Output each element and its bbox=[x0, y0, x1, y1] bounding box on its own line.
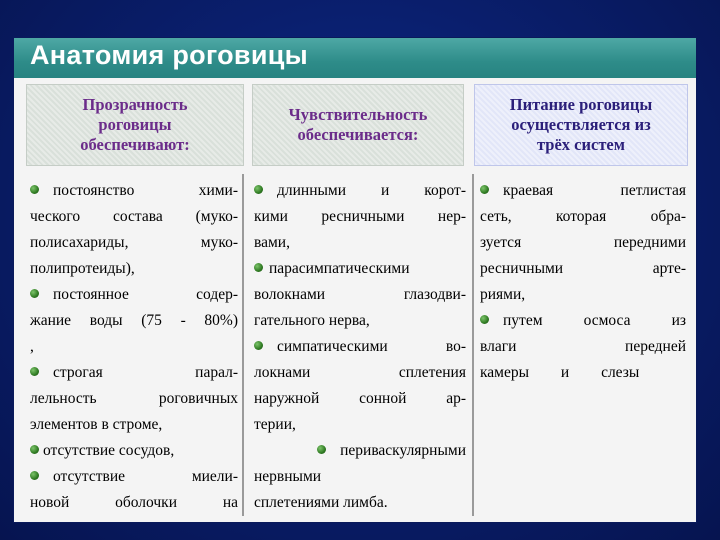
list-item: парасимпатическими bbox=[254, 256, 466, 282]
slide-title: Анатомия роговицы bbox=[30, 40, 308, 70]
bullet-icon bbox=[254, 263, 263, 272]
bullet-icon bbox=[30, 185, 39, 194]
header-line: Чувствительность bbox=[288, 105, 428, 124]
list-item-line: риями, bbox=[480, 286, 526, 303]
bullet-icon bbox=[480, 315, 489, 324]
bullet-icon bbox=[254, 341, 263, 350]
header-line: Прозрачность bbox=[82, 95, 188, 114]
list-item-line: полисахариды, муко- bbox=[30, 234, 238, 251]
bullet-icon bbox=[30, 471, 39, 480]
list-item-line: локнами сплетения bbox=[254, 364, 466, 381]
list-item: периваскулярными bbox=[254, 438, 466, 464]
bullet-icon bbox=[317, 445, 326, 454]
list-item-line: жание воды (75 - 80%) bbox=[30, 312, 238, 329]
list-item: путем осмоса из bbox=[480, 308, 686, 334]
list-item-line: новой оболочки на bbox=[30, 494, 238, 511]
list-item-line: ресничными арте- bbox=[480, 260, 686, 277]
header-line: обеспечивают: bbox=[80, 135, 190, 154]
list-item-line: терии, bbox=[254, 416, 296, 433]
list-item-line: волокнами глазодви- bbox=[254, 286, 466, 303]
list-item-line: влаги передней bbox=[480, 338, 686, 355]
bullet-icon bbox=[30, 367, 39, 376]
list-item-line: ческого состава (муко- bbox=[30, 208, 238, 225]
list-item-line: камеры и слезы bbox=[480, 364, 640, 381]
header-line: роговицы bbox=[98, 115, 172, 134]
column-header-transparency bbox=[26, 84, 244, 166]
column-header-sensitivity bbox=[252, 84, 464, 166]
list-item-line: зуется передними bbox=[480, 234, 686, 251]
list-item-line: элементов в строме, bbox=[30, 416, 163, 433]
bullet-icon bbox=[480, 185, 489, 194]
column-nutrition bbox=[472, 174, 690, 516]
header-line: трёх систем bbox=[536, 135, 625, 154]
list-item: симпатическими во- bbox=[254, 334, 466, 360]
header-line: обеспечивается: bbox=[297, 125, 419, 144]
list-item: краевая петлистая bbox=[480, 178, 686, 204]
list-item-line: нервными bbox=[254, 468, 322, 485]
header-line: осуществляется из bbox=[511, 115, 651, 134]
list-item: постоянное содер- bbox=[30, 282, 238, 308]
title-bar bbox=[14, 38, 696, 78]
list-item-line: , bbox=[30, 338, 34, 355]
list-item: отсутствие сосудов, bbox=[30, 438, 238, 464]
bullet-icon bbox=[30, 289, 39, 298]
list-item-line: наружной сонной ар- bbox=[254, 390, 466, 407]
list-item-line: сеть, которая обра- bbox=[480, 208, 686, 225]
list-item: постоянство хими- bbox=[30, 178, 238, 204]
list-item-line: вами, bbox=[254, 234, 290, 251]
list-item-line: лельность роговичных bbox=[30, 390, 238, 407]
list-item: длинными и корот- bbox=[254, 178, 466, 204]
list-item-line: сплетениями лимба. bbox=[254, 494, 388, 511]
list-item: отсутствие миели- bbox=[30, 464, 238, 490]
header-line: Питание роговицы bbox=[509, 95, 653, 114]
slide bbox=[14, 38, 696, 522]
column-transparency bbox=[26, 174, 244, 516]
list-item-line: гательного нерва, bbox=[254, 312, 370, 329]
list-item: строгая парал- bbox=[30, 360, 238, 386]
column-sensitivity bbox=[246, 174, 470, 516]
list-item-line: кими ресничными нер- bbox=[254, 208, 466, 225]
list-item-line: полипротеиды), bbox=[30, 260, 135, 277]
bullet-icon bbox=[254, 185, 263, 194]
bullet-icon bbox=[30, 445, 39, 454]
column-header-nutrition bbox=[474, 84, 688, 166]
